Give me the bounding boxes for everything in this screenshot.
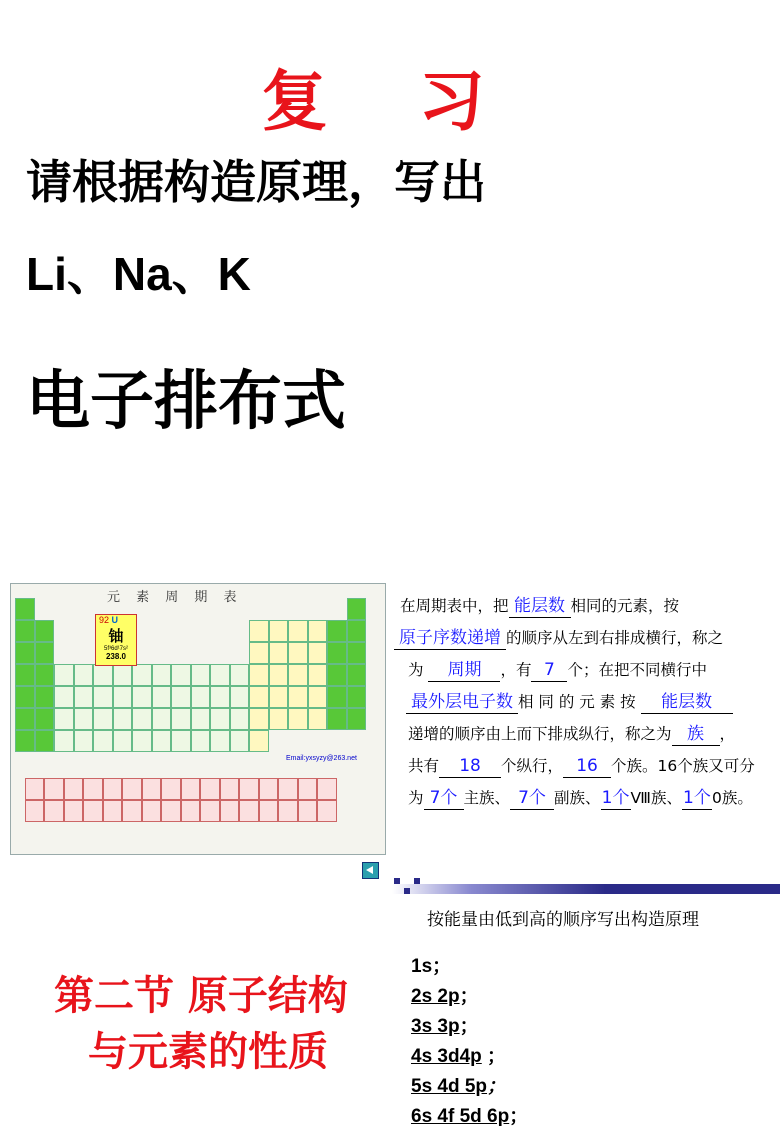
sample-config: 5f³6d¹7s² <box>103 646 128 652</box>
element-cell <box>142 800 162 822</box>
blank-3: 周期 <box>428 659 500 682</box>
element-cell <box>122 800 142 822</box>
bar-square <box>404 888 410 894</box>
blank-7: 族 <box>672 723 720 746</box>
element-cell <box>132 686 152 708</box>
order-line-3 <box>411 1012 528 1042</box>
element-cell <box>113 664 133 686</box>
bar-square <box>394 878 400 884</box>
element-cell <box>347 642 367 664</box>
element-cell <box>44 800 64 822</box>
element-cell <box>152 686 172 708</box>
element-cell <box>181 778 201 800</box>
element-cell <box>74 708 94 730</box>
element-cell <box>54 664 74 686</box>
element-cell <box>347 620 367 642</box>
table-email: Email:yxsyzy@263.net <box>286 755 357 762</box>
element-cell <box>44 778 64 800</box>
element-cell <box>210 708 230 730</box>
text: 个族。16个族又可分 <box>611 757 755 775</box>
text: 为 <box>408 661 424 679</box>
element-cell <box>210 664 230 686</box>
element-cell <box>35 664 55 686</box>
element-cell <box>132 708 152 730</box>
text: 个；在把不同横行中 <box>567 661 707 679</box>
element-cell <box>288 686 308 708</box>
element-cell <box>327 664 347 686</box>
element-cell <box>171 708 191 730</box>
element-cell <box>152 664 172 686</box>
blank-13: 1个 <box>683 788 711 808</box>
element-cell <box>308 708 328 730</box>
element-cell <box>64 800 84 822</box>
text: 0族。 <box>711 789 753 807</box>
element-cell <box>83 800 103 822</box>
element-cell <box>288 642 308 664</box>
slide-title: 复 习 <box>261 63 519 140</box>
element-cell <box>15 664 35 686</box>
blank-1: 能层数 <box>509 595 571 618</box>
element-cell <box>15 708 35 730</box>
element-cell <box>113 686 133 708</box>
element-cell <box>74 664 94 686</box>
section-title <box>54 968 348 1080</box>
period-group-paragraph <box>400 590 778 814</box>
prompt-line-2: Li、Na、K <box>26 248 251 300</box>
element-cell <box>239 778 259 800</box>
element-cell <box>259 778 279 800</box>
element-cell <box>347 708 367 730</box>
element-cell <box>15 598 35 620</box>
prompt-line-3: 电子排布式 <box>26 365 346 439</box>
back-arrow-icon[interactable] <box>362 862 379 879</box>
element-cell <box>142 778 162 800</box>
text: 相同的元素，按 <box>570 597 680 615</box>
element-cell <box>249 686 269 708</box>
element-cell <box>230 708 250 730</box>
element-cell <box>161 778 181 800</box>
element-cell <box>308 664 328 686</box>
element-cell <box>191 664 211 686</box>
blank-10: 7个 <box>424 787 464 810</box>
element-cell <box>93 730 113 752</box>
sample-name: 铀 <box>108 628 124 645</box>
element-cell <box>317 778 337 800</box>
element-cell <box>327 620 347 642</box>
element-cell <box>269 686 289 708</box>
order-line-1: 1s； <box>411 956 452 977</box>
element-cell <box>15 686 35 708</box>
element-cell <box>191 730 211 752</box>
text: 共有 <box>408 757 440 775</box>
element-cell <box>74 730 94 752</box>
text: 的顺序从左到右排成横行，称之 <box>506 629 724 647</box>
element-cell <box>122 778 142 800</box>
text: Ⅷ族、 <box>630 789 682 807</box>
prompt-line-1: 请根据构造原理，写出 <box>26 155 486 209</box>
order-text: 2s 2p <box>411 986 460 1007</box>
element-cell <box>191 686 211 708</box>
element-cell <box>298 778 318 800</box>
sample-number: 92 <box>99 615 110 625</box>
element-cell <box>288 664 308 686</box>
element-cell <box>64 778 84 800</box>
element-cell <box>249 708 269 730</box>
sample-mass: 238.0 <box>105 652 127 661</box>
order-line-6 <box>411 1102 528 1132</box>
text: ， <box>719 725 736 743</box>
element-cell <box>288 708 308 730</box>
order-line-4 <box>411 1042 528 1072</box>
element-cell <box>327 642 347 664</box>
order-line-2 <box>411 982 528 1012</box>
element-cell <box>103 778 123 800</box>
element-cell <box>200 778 220 800</box>
text: 递增的顺序由上而下排成纵行，称之为 <box>408 725 672 743</box>
order-text: 4s 3d4p <box>411 1046 482 1067</box>
element-cell <box>269 664 289 686</box>
decorative-bar <box>392 884 780 894</box>
text: 相 同 的 元 素 按 <box>518 693 636 711</box>
element-cell <box>15 730 35 752</box>
element-cell <box>54 686 74 708</box>
element-cell <box>200 800 220 822</box>
element-cell <box>132 664 152 686</box>
element-cell <box>15 642 35 664</box>
periodic-table-title: 元 素 周 期 表 <box>107 590 243 605</box>
order-text: ； <box>487 1076 507 1097</box>
element-cell <box>35 620 55 642</box>
order-text: ； <box>481 1046 507 1067</box>
element-cell <box>54 708 74 730</box>
element-cell <box>132 730 152 752</box>
element-cell <box>171 664 191 686</box>
element-cell <box>239 800 259 822</box>
element-cell <box>347 598 367 620</box>
section-title-line-1: 第二节 原子结构 <box>54 973 348 1019</box>
element-cell <box>93 686 113 708</box>
order-text: ； <box>459 1016 479 1037</box>
text: 副族、 <box>554 789 601 807</box>
element-cell <box>308 642 328 664</box>
order-text: ； <box>459 986 479 1007</box>
blank-8: 18 <box>439 755 501 778</box>
element-cell <box>230 730 250 752</box>
blank-12: 1个 <box>601 788 630 808</box>
element-cell <box>298 800 318 822</box>
element-cell <box>152 708 172 730</box>
text: 在周期表中，把 <box>400 597 509 615</box>
element-cell <box>113 708 133 730</box>
element-cell <box>259 800 279 822</box>
element-cell <box>220 778 240 800</box>
element-cell <box>269 708 289 730</box>
element-cell <box>35 730 55 752</box>
element-cell <box>35 686 55 708</box>
text: 主族、 <box>463 789 511 807</box>
element-cell <box>317 800 337 822</box>
element-cell <box>347 664 367 686</box>
element-cell <box>249 730 269 752</box>
element-cell <box>171 730 191 752</box>
element-cell <box>288 620 308 642</box>
order-text: ； <box>509 1106 529 1127</box>
element-cell <box>83 778 103 800</box>
element-cell <box>15 620 35 642</box>
element-cell <box>249 642 269 664</box>
element-cell <box>210 730 230 752</box>
element-cell <box>161 800 181 822</box>
order-text: 5s 4d 5p <box>411 1076 488 1097</box>
element-cell <box>171 686 191 708</box>
text: ，有 <box>500 661 532 679</box>
order-text: 3s 3p <box>411 1016 460 1037</box>
element-cell <box>230 686 250 708</box>
element-cell <box>74 686 94 708</box>
sample-element-box <box>95 614 137 666</box>
blank-4: 7 <box>531 659 567 682</box>
element-cell <box>113 730 133 752</box>
element-cell <box>93 708 113 730</box>
element-cell <box>220 800 240 822</box>
blank-9: 16 <box>563 755 611 778</box>
element-cell <box>230 664 250 686</box>
element-cell <box>327 708 347 730</box>
element-cell <box>152 730 172 752</box>
order-line-5 <box>411 1072 528 1102</box>
element-cell <box>103 800 123 822</box>
section-title-line-2: 与元素的性质 <box>88 1029 328 1075</box>
sample-symbol: U <box>111 615 119 625</box>
order-heading: 按能量由低到高的顺序写出构造原理 <box>427 910 699 930</box>
blank-6: 能层数 <box>641 691 733 714</box>
element-cell <box>278 778 298 800</box>
text: 个纵行， <box>501 757 564 775</box>
element-cell <box>54 730 74 752</box>
bar-square <box>414 878 420 884</box>
element-cell <box>308 620 328 642</box>
element-cell <box>249 664 269 686</box>
blank-11: 7个 <box>510 787 554 810</box>
element-cell <box>327 686 347 708</box>
element-cell <box>181 800 201 822</box>
aufbau-order-list <box>411 952 528 1132</box>
periodic-table-image <box>10 583 386 855</box>
element-cell <box>249 620 269 642</box>
element-cell <box>35 708 55 730</box>
element-cell <box>347 686 367 708</box>
element-cell <box>269 642 289 664</box>
element-cell <box>93 664 113 686</box>
text: 为 <box>408 789 424 807</box>
element-cell <box>35 642 55 664</box>
blank-2: 原子序数递增 <box>394 627 506 650</box>
blank-5: 最外层电子数 <box>406 691 518 714</box>
order-text: 6s 4f 5d 6p <box>411 1106 510 1127</box>
element-cell <box>191 708 211 730</box>
element-cell <box>25 800 45 822</box>
element-cell <box>25 778 45 800</box>
element-cell <box>308 686 328 708</box>
element-cell <box>278 800 298 822</box>
element-cell <box>210 686 230 708</box>
element-cell <box>269 620 289 642</box>
